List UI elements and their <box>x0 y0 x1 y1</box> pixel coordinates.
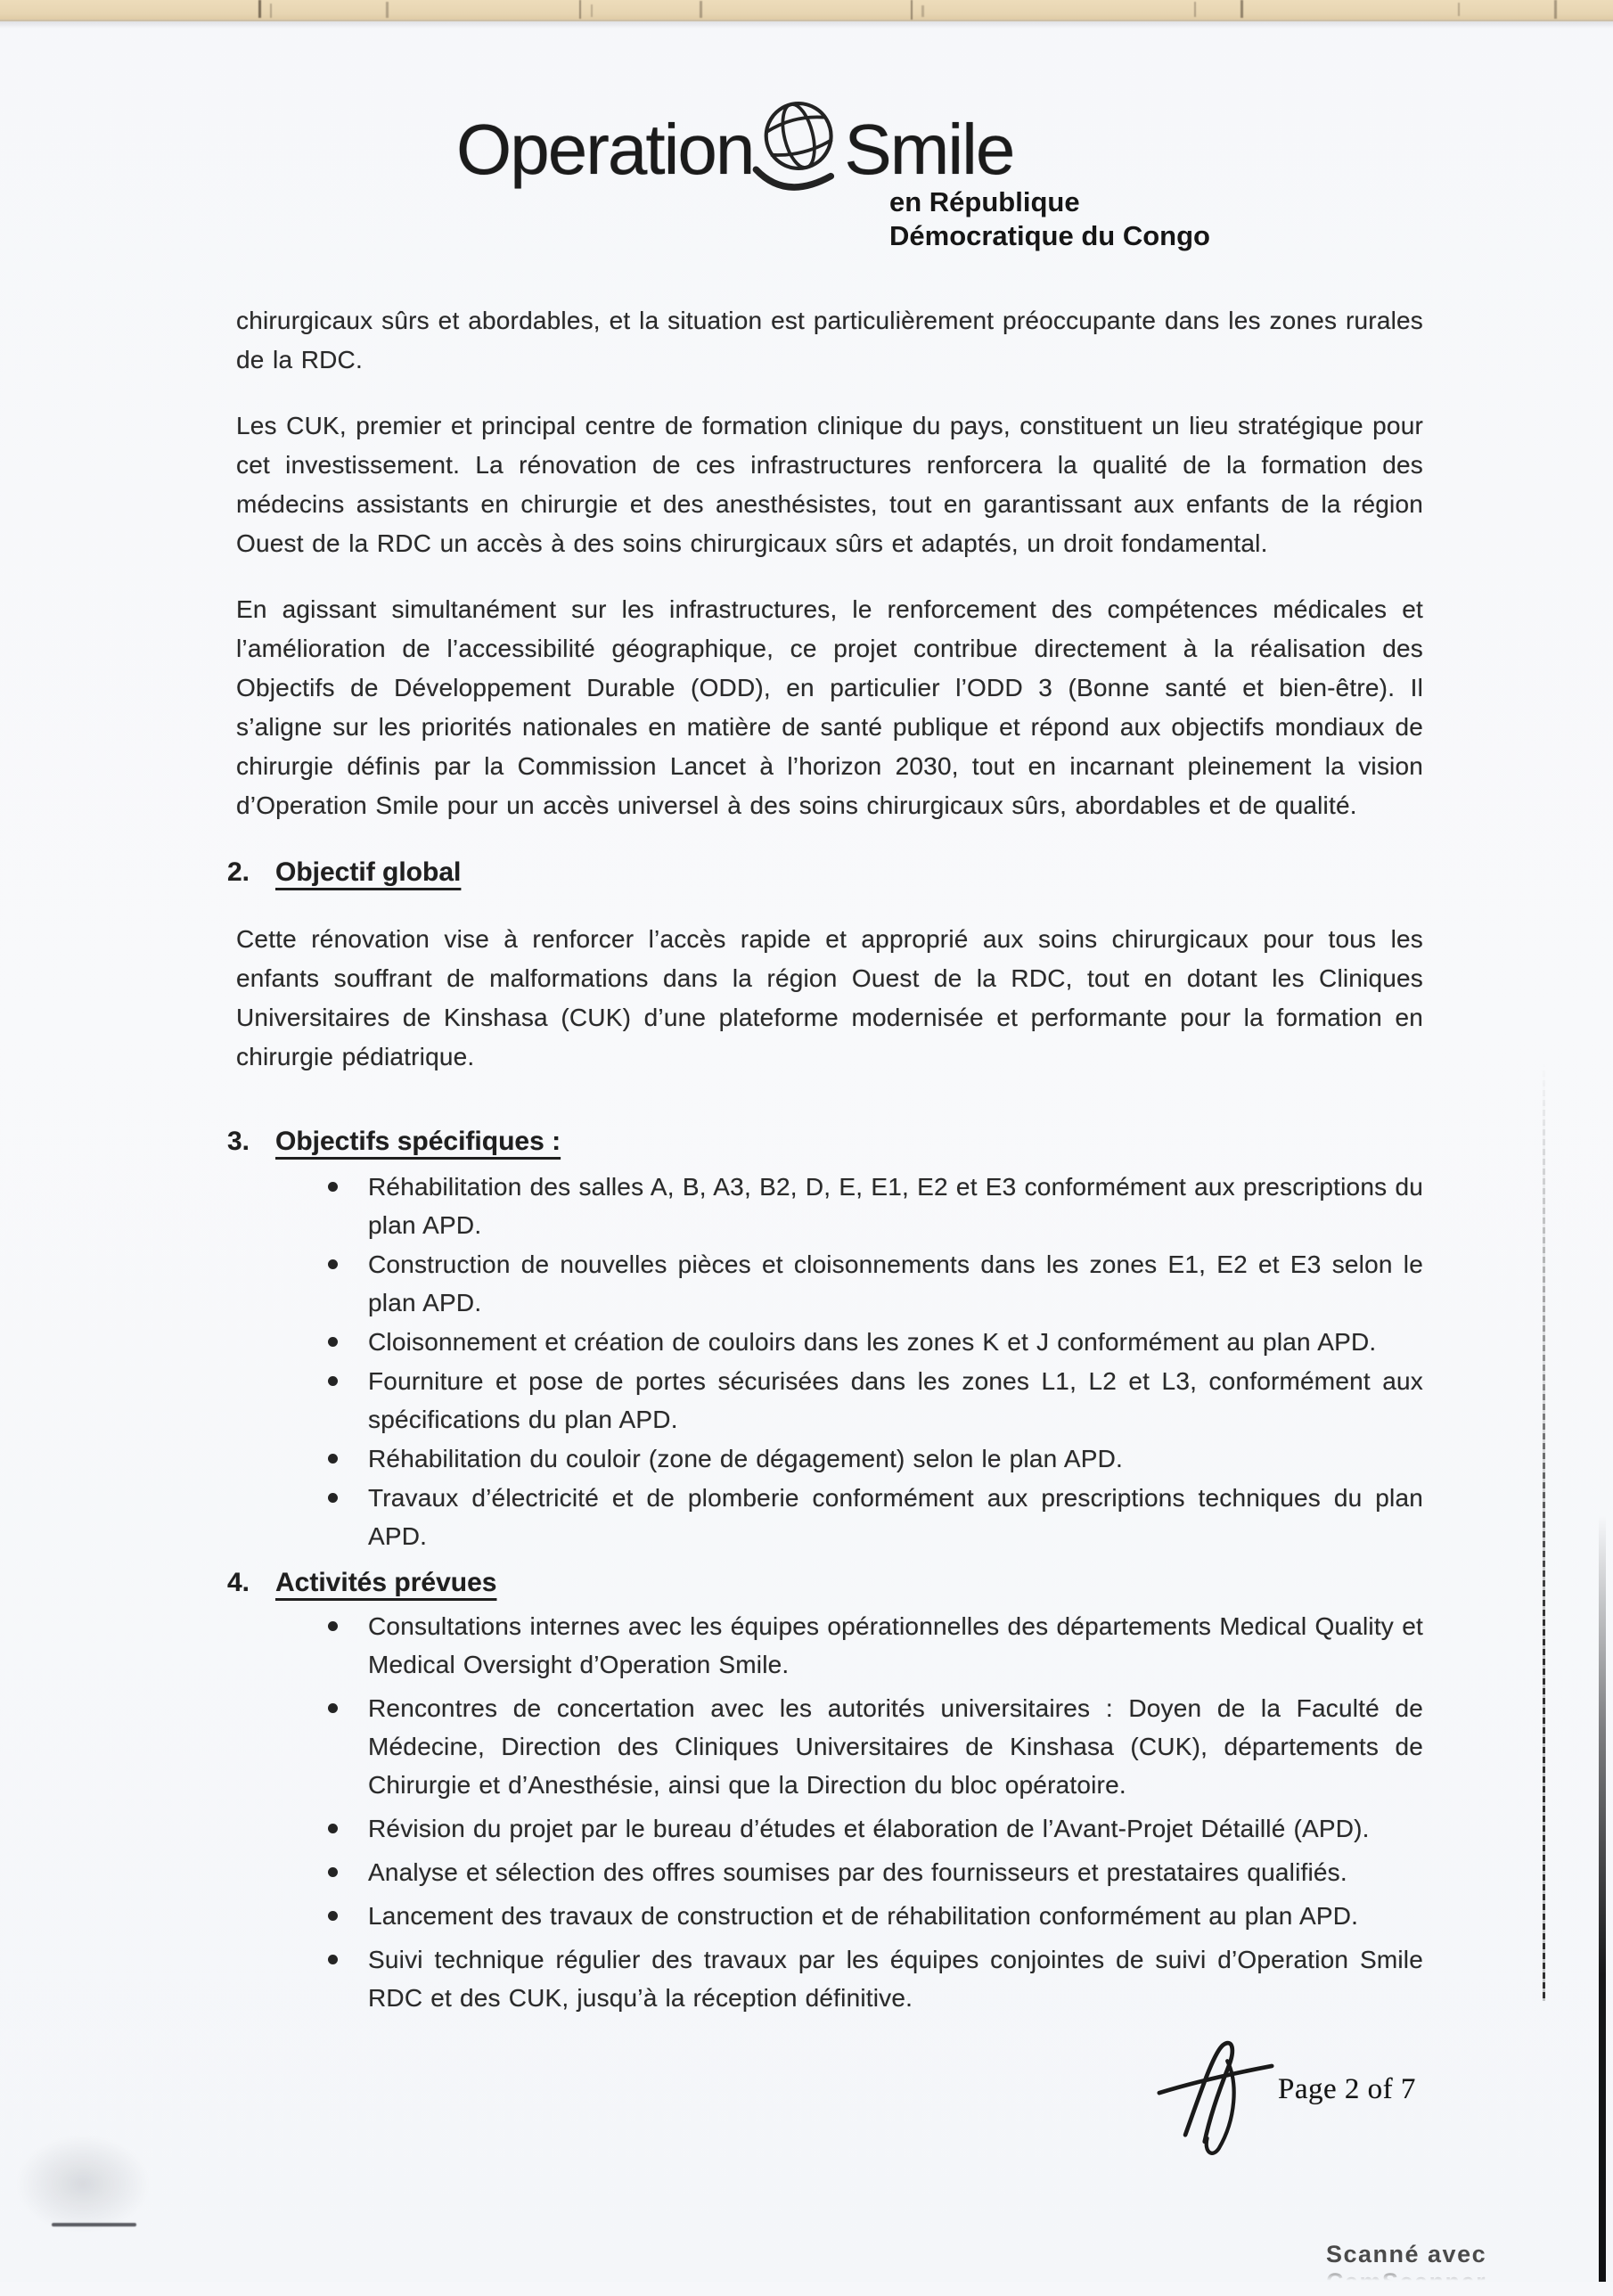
wood-grain-mark <box>911 0 913 20</box>
logo-subtitle-line1: en République <box>889 186 1080 217</box>
paragraph-odd: En agissant simultanément sur les infrastructures, le renforcement des compétences médicales et l’amélioration de l’accessibilité géographique, ce projet contribue directement à la réalisation des Objectifs de Développement Durable (ODD), en particulier l’ODD 3 (Bonne santé et bien-être). Il s’aligne sur les priorités nationales en matière de santé publique et répond aux objectifs mondiaux de chirurgie définis par la Commission Lancet à l’horizon 2030, tout en incarnant pleinement la vision d’Operation Smile pour un accès universel à des soins chirurgicaux sûrs, abordables et de qualité. <box>236 595 1423 819</box>
scan-table-edge <box>0 0 1613 21</box>
list-item: Réhabilitation des salles A, B, A3, B2, D, E, E1, E2 et E3 conformément aux prescriptions du plan APD. <box>368 1168 1423 1244</box>
signature-mark <box>1157 2034 1274 2155</box>
section-heading-objectifs-specifiques <box>227 1127 1423 1157</box>
logo-brand-right: Smile <box>844 110 1014 189</box>
wood-grain-mark <box>921 5 924 17</box>
section-heading-activites-prevues <box>227 1568 1423 1598</box>
scan-smudge <box>16 2135 150 2233</box>
wood-grain-mark <box>700 1 702 18</box>
section-title: Objectif global <box>275 857 462 887</box>
operation-smile-logo <box>456 93 1223 251</box>
wood-grain-mark <box>1458 3 1460 16</box>
paragraph-cuk: Les CUK, premier et principal centre de formation clinique du pays, constituent un lieu stratégique pour cet investissement. La rénovation de ces infrastructures renforcera la qualité de la formation des médecins assistants en chirurgie et des anesthésistes, tout en garantissant aux enfants de la région Ouest de la RDC un accès à des soins chirurgicaux sûrs et adaptés, un droit fondamental. <box>236 412 1423 557</box>
wood-grain-mark <box>258 0 261 18</box>
list-item: Cloisonnement et création de couloirs dans les zones K et J conformément au plan APD. <box>368 1323 1423 1361</box>
objectifs-specifiques-list <box>236 1168 1423 1555</box>
page-edge-shadow <box>1599 1515 1606 2282</box>
logo-subtitle-line2: Démocratique du Congo <box>889 220 1210 251</box>
globe-icon <box>748 93 847 201</box>
section-title: Objectifs spécifiques : <box>275 1127 561 1156</box>
wood-grain-mark <box>1240 0 1243 18</box>
wood-grain-mark <box>1554 0 1557 19</box>
list-item: Rencontres de concertation avec les autorités universitaires : Doyen de la Faculté de Médecine, Direction des Cliniques Universitaires de Kinshasa (CUK), départements de Chirurgie et d’Anesthésie, ainsi que la Direction du bloc opératoire. <box>368 1689 1423 1804</box>
wood-grain-mark <box>579 0 581 19</box>
list-item: Réhabilitation du couloir (zone de dégagement) selon le plan APD. <box>368 1439 1423 1478</box>
paper-top-shadow <box>0 20 1613 29</box>
list-item: Analyse et sélection des offres soumises par des fournisseurs et prestataires qualifiés. <box>368 1853 1423 1891</box>
list-item: Suivi technique régulier des travaux par les équipes conjointes de suivi d’Operation Smile RDC et des CUK, jusqu’à la réception définitive. <box>368 1940 1423 2017</box>
logo-brand-left: Operation <box>456 110 754 189</box>
logo-subtitle <box>889 185 1210 253</box>
section-heading-objectif-global <box>227 857 1423 888</box>
list-item: Lancement des travaux de construction et de réhabilitation conformément au plan APD. <box>368 1897 1423 1935</box>
wood-grain-mark <box>270 4 272 18</box>
scan-smudge-mark <box>52 2223 136 2226</box>
paragraph-objectif-global: Cette rénovation vise à renforcer l’accès rapide et approprié aux soins chirurgicaux pour tous les enfants souffrant de malformations dans la région Ouest de la RDC, tout en dotant les Cliniques Universitaires de Kinshasa (CUK) d’une plateforme modernisée et performante pour la formation en chirurgie pédiatrique. <box>236 925 1423 1070</box>
page-number-label: Page 2 of 7 <box>1278 2073 1416 2105</box>
section-number: 3. <box>227 1127 250 1156</box>
wood-grain-mark <box>386 2 389 18</box>
list-item: Consultations internes avec les équipes opérationnelles des départements Medical Quality et Medical Oversight d’Operation Smile. <box>368 1607 1423 1684</box>
wood-grain-mark <box>1194 2 1196 17</box>
camscanner-watermark: Scanné avec CamScanner <box>1326 2241 1613 2296</box>
section-number: 2. <box>227 857 250 887</box>
list-item: Fourniture et pose de portes sécurisées dans les zones L1, L2 et L3, conformément aux spécifications du plan APD. <box>368 1362 1423 1439</box>
paragraph-continuation: chirurgicaux sûrs et abordables, et la situation est particulièrement préoccupante dans les zones rurales de la RDC. <box>236 307 1423 373</box>
section-number: 4. <box>227 1568 250 1597</box>
activites-prevues-list <box>236 1607 1423 2017</box>
document-body <box>227 301 1423 2022</box>
wood-grain-mark <box>591 4 593 17</box>
globe-swoosh <box>757 169 831 187</box>
list-item: Construction de nouvelles pièces et cloisonnements dans les zones E1, E2 et E3 selon le plan APD. <box>368 1245 1423 1322</box>
scan-artifact-line <box>1543 1061 1545 2001</box>
section-title: Activités prévues <box>275 1568 497 1597</box>
list-item: Révision du projet par le bureau d’études et élaboration de l’Avant-Projet Détaillé (APD). <box>368 1809 1423 1848</box>
list-item: Travaux d’électricité et de plomberie conformément aux prescriptions techniques du plan APD. <box>368 1479 1423 1555</box>
